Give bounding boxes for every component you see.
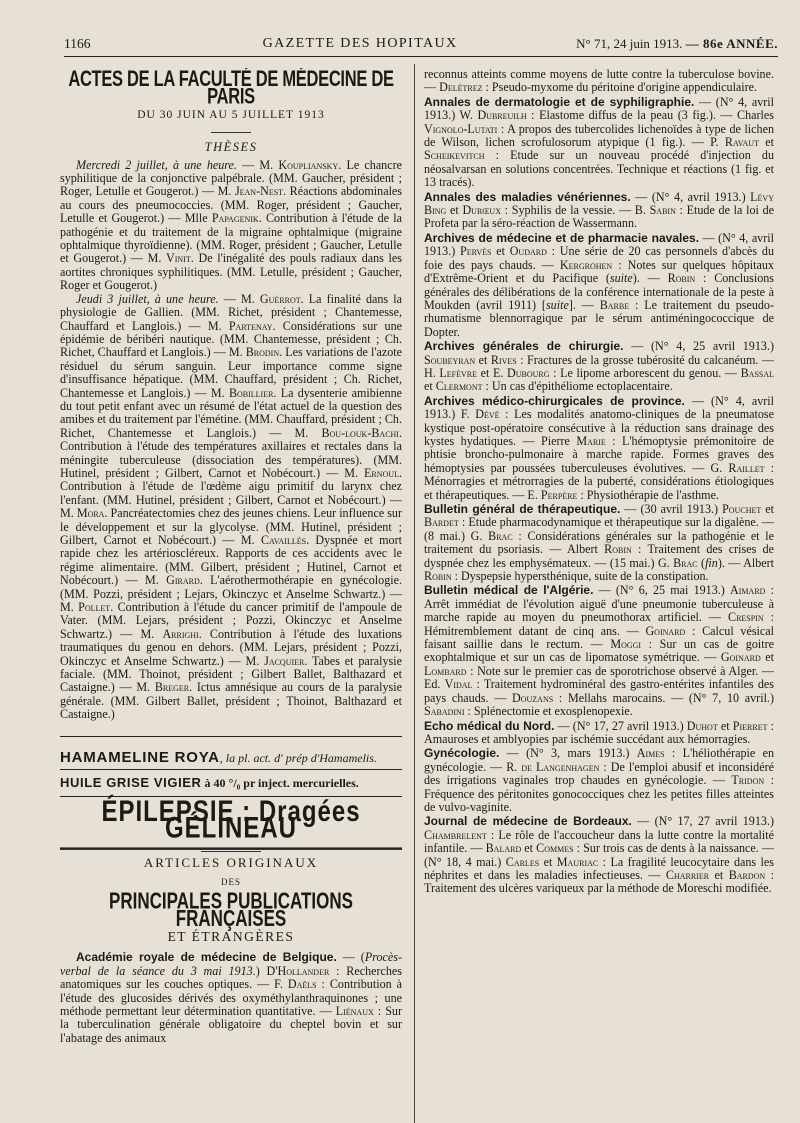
continued-entry: reconnus atteints comme moyens de lutte contre la tuberculose bovine. — Delétrez : Pseudo-myxome du péritoine d'origine appendiculaire. xyxy=(424,68,774,95)
ad-huile-grise: HUILE GRISE VIGIER à 40 °/₀ pr inject. mercurielles. xyxy=(60,770,402,796)
academie-belgique-entry: Académie royale de médecine de Belgique. — (Procès-verbal de la séance du 3 mai 1913.) D'Hollander : Recherches anatomiques sur les couches optiques. — F. Daëls : Contribution à l'étude des glucosides dérivés des oxyméthylanthraquinones ; une méthode permettant leur détermination quantitative. — Liénaux : Sur la tuberculination générale obligatoire du cheptel bovin et sur l'abatage des animaux xyxy=(60,950,402,1045)
journal-title: GAZETTE DES HOPITAUX xyxy=(262,36,458,51)
theses-heading: THÈSES xyxy=(204,140,258,155)
articles-heading: ARTICLES ORIGINAUX xyxy=(143,855,319,871)
publications-title: PRINCIPALES PUBLICATIONS FRANÇAISES xyxy=(109,888,353,933)
theses-wednesday: Mercredi 2 juillet, à une heure. — M. Koupliansky. Le chancre syphilitique de la conjonctive palpébrale. (MM. Gaucher, président ; Roger, Letulle et Gougerot.) — M. Jean-Nest. Réactions abdominales au cours des pneumococcies. (MM. Roger, président ; Gaucher, Letulle et Gougerot.) — Mlle Papagenik. Contribution à l'étude de la pathogénie et du traitement de la migraine ophtalmique (migraine ophtalmique thyroïdienne). (MM. Roger, président ; Gaucher, Letulle et Gougerot.) — M. Vinit. De l'inégalité des pouls radiaux dans les aortites chroniques syphilitiques. (MM. Letulle, président ; Gaucher, Roger et Gougerot.) xyxy=(60,157,402,293)
journal-entry-echo-nord: Echo médical du Nord. — (N° 17, 27 avril 1913.) Duhot et Pierret : Amauroses et amblyopies par ischémie succédant aux hémorragies. xyxy=(424,718,774,746)
left-column xyxy=(60,68,402,1113)
issue-number: N° 71, 24 juin 1913. xyxy=(576,36,683,51)
divider xyxy=(211,132,251,133)
page-number: 1166 xyxy=(64,36,91,51)
journal-entry-bordeaux: Journal de médecine de Bordeaux. — (N° 17, 27 avril 1913.) Chambrelent : Le rôle de l'accoucheur dans la lutte contre la mortalité infantile. — Balard et Commes : Sur trois cas de dents à la naissance. — (N° 18, 4 mai.) Carles et Mauriac : La fragilité leucocytaire dans les néphrites et dans les maladies infectieuses. — Charrier et Bardon : Traitement des ulcères variqueux par la méthode de Moreschi modifiée. xyxy=(424,814,774,896)
journal-entry-therapeutique: Bulletin général de thérapeutique. — (30 avril 1913.) Pouchet et Bardet : Etude pharmacodynamique et thérapeutique sur la digalène. — (8 mai.) G. Brac : Considérations générales sur la pathogénie et le traitement du psoriasis. — Albert Robin : Traitement des crises de dyspnée chez les emphysémateux. — (15 mai.) G. Brac (fin). — Albert Robin : Dyspepsie hypersthénique, suite de la constipation. xyxy=(424,502,774,584)
issue-info xyxy=(576,36,778,52)
column-divider xyxy=(414,64,415,1123)
page-header xyxy=(64,28,778,57)
faculty-acts-title: ACTES DE LA FACULTÉ DE MÉDECINE DE PARIS xyxy=(68,68,394,110)
des-label: DES xyxy=(220,876,241,887)
journal-entry-archives-chirurgie: Archives générales de chirurgie. — (N° 4, 25 avril 1913.) Soubeyran et Rives : Fractures de la grosse tubérosité du calcanéum. — H. Lefèvre et E. Dubourg : Le lipome arborescent du genou. — Bassal et Clermont : Un cas d'épithéliome ectoplacentaire. xyxy=(424,339,774,394)
journal-entry-medico-chirurgicales: Archives médico-chirurgicales de province. — (N° 4, avril 1913.) F. Dévé : Les modalités anatomo-cliniques de la pneumatose kystique post-opératoire consécutive à la réduction sans drainage des kystes hydatiques. — Pierre Marie : L'hémoptysie prémonitoire de phtisie broncho-pulmonaire à marche rapide. Formes graves des hémoptysies par poussées tuberculeuses évolutives. — G. Raillet : Ménorragies et métrorragies de la puberté, considérations étiologiques et thérapeutiques. — E. Perpère : Physiothérapie de l'asthme. xyxy=(424,393,774,502)
ad-hamameline: HAMAMELINE ROYA, la pl. act. d' prép d'Hamamelis. xyxy=(60,741,402,770)
journal-entry-algerie: Bulletin médical de l'Algérie. — (N° 6, 25 mai 1913.) Aimard : Arrêt immédiat de l'évolution aiguë d'une pneumonie tuberculeuse à marche rapide au moyen du pneumothorax artificiel. — Crespin : Hémitremblement datant de cinq ans. — Goinard : Calcul vésical faisant saillie dans le rectum. — Moggi : Sur un cas de goitre exophtalmique et sur un cas de lipomatose symétrique. — Goinard et Lombard : Note sur le premier cas de sporotrichose observé à Alger. — Ed. Vidal : Traitement hydrominéral des gastro-entérites infantiles des pays chauds. — Douzans : Mellahs marocains. — (N° 7, 10 avril.) Sabadini : Splénectomie et exosplenopexie. xyxy=(424,583,774,719)
right-column xyxy=(424,68,774,1113)
journal-entry-pharmacie-navales: Archives de médecine et de pharmacie navales. — (N° 4, avril 1913.) Pervès et Oudard : Une série de 20 cas personnels d'abcès du foie des pays chauds. — Kergrohen : Notes sur quelques hôpitaux d'Extrême-Orient et du Pacifique (suite). — Robin : Conclusions générales des délibérations de la conférence internationale de la peste à Moukden (avril 1911) [suite]. — Barbe : Le traitement du pseudo-rhumatisme blennorragique par le sérum antiméningococcique de Dopter. xyxy=(424,230,774,339)
year-label: — 86e ANNÉE. xyxy=(685,36,778,51)
advertisements xyxy=(60,736,402,844)
ad-epilepsie: ÉPILEPSIE : Dragées GÉLINEAU xyxy=(60,791,402,850)
divider xyxy=(201,851,261,852)
faculty-acts-dates: DU 30 JUIN AU 5 JUILLET 1913 xyxy=(137,108,325,121)
theses-thursday: Jeudi 3 juillet, à une heure. — M. Guérrot. La finalité dans la physiologie de Gallien. (MM. Richet, président ; Chantemesse, Chauffard et Langlois.) — M. Partenay. Considérations sur une épidémie de béribéri nautique. (MM. Chantemesse, président ; Ch. Richet, Chauffard et Langlois.) — M. Brodin. Les variations de l'azote résiduel du sérum sanguin. Leur importance comme signe d'insuffisance hépatique. (MM. Chauffard, président ; Ch. Richet, Chantemesse et Langlois.) — M. Bobillier. La dysenterie amibienne du tout petit enfant avec un résumé de l'état actuel de la question des amibes et du traitement par l'émétine. (MM. Chauffard, président ; Ch. Richet, Chantemesse et Langlois.) — M. Bou-louk-Bachi. Contribution à l'étude des températures axillaires et rectales dans la méningite tuberculeuse (dissociation des températures). (MM. Hutinel, président ; Gilbert, Carnot et Nobécourt.) — M. Ernoul. Contribution à l'étude de l'œdème aigu primitif du larynx chez l'enfant. (MM. Hutinel, président ; Gilbert, Carnot et Nobécourt.) — M. Mora. Pancréatectomies chez des jeunes chiens. Leur influence sur le développement et sur la glycolyse. (MM. Hutinel, président ; Gilbert, Carnot et Nobécourt.) — M. Cavaillès. Dyspnée et mort rapide chez les artérioscléreux. Rapports de ces accidents avec le régime alimentaire. (MM. Gilbert, président ; Hutinel, Carnot et Nobécourt.) — M. Girard. L'aérothermothérapie en gynécologie. (MM. Pozzi, président ; Lejars, Okinczyc et Anselme Schwartz.) — M. Pollet. Contribution à l'étude du cancer primitif de l'ampoule de Vater. (MM. Lejars, président ; Pozzi, Okinczyc et Anselme Schwartz.) — M. Arrighi. Contribution à l'étude des luxations traumatiques du genou en dehors. (MM. Lejars, président ; Pozzi, Okinczyc et Anselme Schwartz.) — M. Jacquier. Tabes et paralysie faciale. (MM. Thoinot, président ; Gilbert Ballet, Balthazard et Castaigne.) — M. Breger. Ictus amnésique au cours de la paralysie générale. (MM. Gilbert Ballet, président ; Thoinot, Balthazard et Castaigne.) xyxy=(60,291,402,722)
journal-entry-maladies-veneriennes: Annales des maladies vénériennes. — (N° 4, avril 1913.) Lévy Bing et Durœux : Syphilis de la vessie. — B. Sabin : Etude de la loi de Profeta par la séro-réaction de Wassermann. xyxy=(424,189,774,231)
journal-entry-annales-dermatologie: Annales de dermatologie et de syphiligraphie. — (N° 4, avril 1913.) W. Dubreuilh : Elastome diffus de la peau (3 fig.). — Charles Vignolo-Lutati : A propos des tubercolides lichenoïdes à type de lichen de Wilson, lichen scrofulosorum atypique (1 fig.). — P. Ravaut et Scheikevitch : Etude sur un nouveau procédé d'injection du néosalvarsan en solutions concentrées. Technique et réactions (1 fig. et 13 tracés). xyxy=(424,94,774,190)
publications-subtitle: ET ÉTRANGÈRES xyxy=(167,928,295,944)
journal-entry-gynecologie: Gynécologie. — (N° 3, mars 1913.) Aimes : L'héliothérapie en gynécologie. — R. de Langenhagen : De l'emploi abusif et inconsidéré des irrigations vaginales trop chaudes en gynécologie. — Tridon : Fréquence des péritonites gonococciques chez les petites filles atteintes de vulvo-vaginite. xyxy=(424,746,774,814)
